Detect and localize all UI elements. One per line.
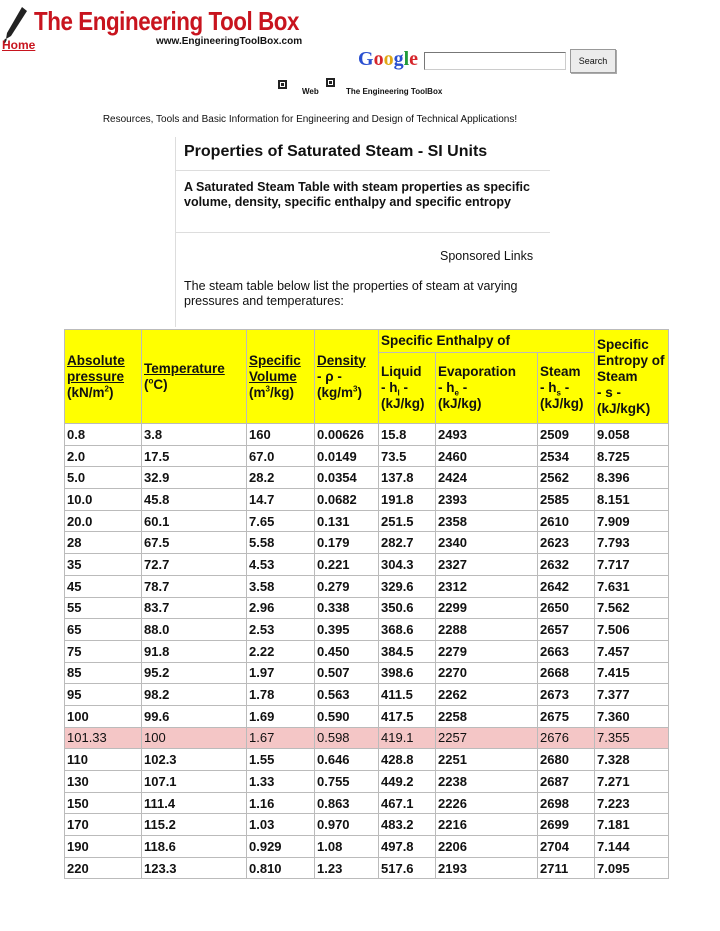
cell-density: 0.0149 — [315, 445, 379, 467]
cell-temperature: 32.9 — [142, 467, 247, 489]
cell-pressure: 28 — [65, 532, 142, 554]
cell-pressure: 150 — [65, 792, 142, 814]
cell-entropy: 7.457 — [595, 640, 669, 662]
table-row — [65, 532, 669, 554]
col-header-temperature: Temperature ($^o$C) — [142, 330, 247, 424]
cell-volume: 1.69 — [247, 705, 315, 727]
table-row — [65, 640, 669, 662]
intro-text: The steam table below list the properties of steam at varying pressures and temperatures: — [184, 279, 518, 308]
cell-volume: 2.96 — [247, 597, 315, 619]
cell-entropy: 7.144 — [595, 836, 669, 858]
cell-steam-enthalpy: 2642 — [538, 575, 595, 597]
cell-pressure: 35 — [65, 554, 142, 576]
cell-entropy: 7.223 — [595, 792, 669, 814]
cell-pressure: 5.0 — [65, 467, 142, 489]
cell-density: 0.338 — [315, 597, 379, 619]
cell-steam-enthalpy: 2699 — [538, 814, 595, 836]
option-site-label: The Engineering ToolBox — [346, 87, 443, 96]
cell-density: 0.0682 — [315, 489, 379, 511]
cell-entropy: 7.355 — [595, 727, 669, 749]
cell-liquid-enthalpy: 368.6 — [379, 619, 436, 641]
cell-temperature: 95.2 — [142, 662, 247, 684]
cell-entropy: 8.396 — [595, 467, 669, 489]
cell-entropy: 8.151 — [595, 489, 669, 511]
table-row — [65, 597, 669, 619]
cell-steam-enthalpy: 2668 — [538, 662, 595, 684]
table-row — [65, 619, 669, 641]
cell-density: 0.598 — [315, 727, 379, 749]
col-header-entropy: Specific Entropy of Steam - s - (kJ/kgK) — [595, 330, 669, 424]
cell-volume: 2.22 — [247, 640, 315, 662]
cell-entropy: 7.181 — [595, 814, 669, 836]
cell-volume: 3.58 — [247, 575, 315, 597]
cell-density: 0.450 — [315, 640, 379, 662]
col-header-steam: Steam - $h_s$ - (kJ/kg) — [538, 353, 595, 424]
cell-entropy: 7.506 — [595, 619, 669, 641]
cell-liquid-enthalpy: 73.5 — [379, 445, 436, 467]
cell-entropy: 7.909 — [595, 510, 669, 532]
cell-evaporation-enthalpy: 2257 — [436, 727, 538, 749]
cell-density: 0.00626 — [315, 424, 379, 446]
table-row — [65, 424, 669, 446]
cell-temperature: 83.7 — [142, 597, 247, 619]
cell-entropy: 9.058 — [595, 424, 669, 446]
cell-entropy: 7.271 — [595, 771, 669, 793]
cell-density: 1.23 — [315, 857, 379, 879]
cell-temperature: 102.3 — [142, 749, 247, 771]
table-row — [65, 792, 669, 814]
cell-density: 1.08 — [315, 836, 379, 858]
cell-liquid-enthalpy: 483.2 — [379, 814, 436, 836]
cell-liquid-enthalpy: 467.1 — [379, 792, 436, 814]
cell-volume: 0.810 — [247, 857, 315, 879]
cell-volume: 67.0 — [247, 445, 315, 467]
cell-temperature: 67.5 — [142, 532, 247, 554]
table-row — [65, 445, 669, 467]
cell-temperature: 107.1 — [142, 771, 247, 793]
table-row — [65, 684, 669, 706]
cell-volume: 14.7 — [247, 489, 315, 511]
cell-steam-enthalpy: 2711 — [538, 857, 595, 879]
cell-liquid-enthalpy: 329.6 — [379, 575, 436, 597]
cell-steam-enthalpy: 2509 — [538, 424, 595, 446]
cell-pressure: 110 — [65, 749, 142, 771]
cell-evaporation-enthalpy: 2424 — [436, 467, 538, 489]
cell-entropy: 7.562 — [595, 597, 669, 619]
cell-entropy: 7.793 — [595, 532, 669, 554]
table-row — [65, 771, 669, 793]
cell-pressure: 85 — [65, 662, 142, 684]
cell-pressure: 65 — [65, 619, 142, 641]
cell-pressure: 75 — [65, 640, 142, 662]
cell-volume: 5.58 — [247, 532, 315, 554]
cell-liquid-enthalpy: 350.6 — [379, 597, 436, 619]
col-header-enthalpy-group: Specific Enthalpy of — [379, 330, 595, 353]
cell-steam-enthalpy: 2650 — [538, 597, 595, 619]
col-header-volume: Specific Volume $(m^3/kg)$ — [247, 330, 315, 424]
cell-evaporation-enthalpy: 2393 — [436, 489, 538, 511]
cell-pressure: 20.0 — [65, 510, 142, 532]
table-row — [65, 554, 669, 576]
table-row — [65, 749, 669, 771]
cell-evaporation-enthalpy: 2258 — [436, 705, 538, 727]
cell-entropy: 7.328 — [595, 749, 669, 771]
cell-volume: 4.53 — [247, 554, 315, 576]
cell-evaporation-enthalpy: 2206 — [436, 836, 538, 858]
cell-temperature: 17.5 — [142, 445, 247, 467]
cell-pressure: 0.8 — [65, 424, 142, 446]
google-logo: Google — [358, 48, 419, 70]
cell-density: 0.863 — [315, 792, 379, 814]
radio-site-icon[interactable] — [326, 78, 335, 87]
cell-volume: 1.03 — [247, 814, 315, 836]
cell-volume: 28.2 — [247, 467, 315, 489]
cell-entropy: 7.360 — [595, 705, 669, 727]
radio-web-icon[interactable] — [278, 80, 287, 89]
cell-volume: 160 — [247, 424, 315, 446]
cell-volume: 0.929 — [247, 836, 315, 858]
cell-pressure: 55 — [65, 597, 142, 619]
cell-steam-enthalpy: 2676 — [538, 727, 595, 749]
cell-evaporation-enthalpy: 2193 — [436, 857, 538, 879]
cell-evaporation-enthalpy: 2312 — [436, 575, 538, 597]
cell-steam-enthalpy: 2534 — [538, 445, 595, 467]
search-button[interactable]: Search — [570, 49, 616, 73]
cell-temperature: 100 — [142, 727, 247, 749]
cell-pressure: 2.0 — [65, 445, 142, 467]
cell-entropy: 7.717 — [595, 554, 669, 576]
cell-liquid-enthalpy: 417.5 — [379, 705, 436, 727]
site-tagline: Resources, Tools and Basic Information for Engineering and Design of Technical Applications! — [102, 114, 518, 125]
cell-volume: 1.67 — [247, 727, 315, 749]
cell-volume: 1.97 — [247, 662, 315, 684]
cell-liquid-enthalpy: 282.7 — [379, 532, 436, 554]
cell-density: 0.131 — [315, 510, 379, 532]
page-subtitle: A Saturated Steam Table with steam properties as specific volume, density, specific enthalpy and specific entropy — [184, 180, 530, 209]
cell-liquid-enthalpy: 15.8 — [379, 424, 436, 446]
cell-density: 0.755 — [315, 771, 379, 793]
cell-liquid-enthalpy: 411.5 — [379, 684, 436, 706]
cell-evaporation-enthalpy: 2226 — [436, 792, 538, 814]
cell-volume: 1.78 — [247, 684, 315, 706]
cell-density: 0.563 — [315, 684, 379, 706]
cell-pressure: 45 — [65, 575, 142, 597]
cell-temperature: 3.8 — [142, 424, 247, 446]
search-scope-options — [278, 78, 458, 98]
cell-temperature: 78.7 — [142, 575, 247, 597]
table-row — [65, 836, 669, 858]
cell-entropy: 7.631 — [595, 575, 669, 597]
option-web-label: Web — [302, 87, 319, 96]
cell-pressure: 10.0 — [65, 489, 142, 511]
table-row — [65, 857, 669, 879]
col-header-liquid: Liquid - $h_l$ - (kJ/kg) — [379, 353, 436, 424]
steam-table — [64, 329, 669, 879]
cell-steam-enthalpy: 2623 — [538, 532, 595, 554]
cell-entropy: 7.415 — [595, 662, 669, 684]
cell-temperature: 88.0 — [142, 619, 247, 641]
cell-density: 0.590 — [315, 705, 379, 727]
cell-liquid-enthalpy: 251.5 — [379, 510, 436, 532]
table-row — [65, 510, 669, 532]
google-search-box — [358, 48, 628, 78]
cell-steam-enthalpy: 2673 — [538, 684, 595, 706]
cell-pressure: 95 — [65, 684, 142, 706]
cell-entropy: 8.725 — [595, 445, 669, 467]
cell-steam-enthalpy: 2680 — [538, 749, 595, 771]
table-row — [65, 467, 669, 489]
cell-temperature: 91.8 — [142, 640, 247, 662]
cell-volume: 1.33 — [247, 771, 315, 793]
table-row — [65, 662, 669, 684]
cell-density: 0.970 — [315, 814, 379, 836]
cell-liquid-enthalpy: 517.6 — [379, 857, 436, 879]
cell-entropy: 7.095 — [595, 857, 669, 879]
table-row — [65, 814, 669, 836]
cell-volume: 7.65 — [247, 510, 315, 532]
sponsored-links-label: Sponsored Links — [440, 249, 534, 263]
steam-table-body — [65, 424, 669, 879]
table-row — [65, 705, 669, 727]
cell-evaporation-enthalpy: 2279 — [436, 640, 538, 662]
search-input[interactable] — [424, 52, 566, 70]
cell-density: 0.507 — [315, 662, 379, 684]
cell-evaporation-enthalpy: 2460 — [436, 445, 538, 467]
cell-evaporation-enthalpy: 2262 — [436, 684, 538, 706]
cell-evaporation-enthalpy: 2358 — [436, 510, 538, 532]
cell-temperature: 123.3 — [142, 857, 247, 879]
col-header-evaporation: Evaporation - $h_e$ - (kJ/kg) — [436, 353, 538, 424]
cell-steam-enthalpy: 2610 — [538, 510, 595, 532]
cell-steam-enthalpy: 2687 — [538, 771, 595, 793]
page-title: Properties of Saturated Steam - SI Units — [184, 143, 488, 160]
cell-steam-enthalpy: 2698 — [538, 792, 595, 814]
cell-steam-enthalpy: 2562 — [538, 467, 595, 489]
cell-density: 0.0354 — [315, 467, 379, 489]
cell-temperature: 72.7 — [142, 554, 247, 576]
cell-evaporation-enthalpy: 2251 — [436, 749, 538, 771]
logo-text: The Engineering Tool Box — [34, 6, 300, 36]
cell-evaporation-enthalpy: 2299 — [436, 597, 538, 619]
table-row — [65, 489, 669, 511]
cell-evaporation-enthalpy: 2270 — [436, 662, 538, 684]
cell-evaporation-enthalpy: 2327 — [436, 554, 538, 576]
table-row — [65, 575, 669, 597]
divider — [176, 232, 550, 233]
cell-temperature: 99.6 — [142, 705, 247, 727]
cell-liquid-enthalpy: 191.8 — [379, 489, 436, 511]
cell-evaporation-enthalpy: 2493 — [436, 424, 538, 446]
cell-pressure: 190 — [65, 836, 142, 858]
cell-temperature: 98.2 — [142, 684, 247, 706]
cell-evaporation-enthalpy: 2238 — [436, 771, 538, 793]
cell-liquid-enthalpy: 304.3 — [379, 554, 436, 576]
cell-steam-enthalpy: 2657 — [538, 619, 595, 641]
cell-pressure: 101.33 — [65, 727, 142, 749]
site-logo[interactable] — [0, 4, 320, 56]
cell-volume: 1.16 — [247, 792, 315, 814]
cell-liquid-enthalpy: 428.8 — [379, 749, 436, 771]
cell-evaporation-enthalpy: 2288 — [436, 619, 538, 641]
cell-evaporation-enthalpy: 2340 — [436, 532, 538, 554]
home-link[interactable]: Home — [2, 38, 36, 52]
cell-density: 0.395 — [315, 619, 379, 641]
cell-steam-enthalpy: 2663 — [538, 640, 595, 662]
cell-pressure: 130 — [65, 771, 142, 793]
cell-density: 0.221 — [315, 554, 379, 576]
cell-density: 0.279 — [315, 575, 379, 597]
cell-liquid-enthalpy: 384.5 — [379, 640, 436, 662]
cell-volume: 2.53 — [247, 619, 315, 641]
cell-density: 0.179 — [315, 532, 379, 554]
cell-density: 0.646 — [315, 749, 379, 771]
cell-steam-enthalpy: 2675 — [538, 705, 595, 727]
cell-steam-enthalpy: 2632 — [538, 554, 595, 576]
cell-entropy: 7.377 — [595, 684, 669, 706]
cell-pressure: 220 — [65, 857, 142, 879]
table-row — [65, 727, 669, 749]
cell-pressure: 100 — [65, 705, 142, 727]
col-header-pressure: Absolute pressure $(kN/m^2)$ — [65, 330, 142, 424]
cell-pressure: 170 — [65, 814, 142, 836]
cell-temperature: 111.4 — [142, 792, 247, 814]
cell-liquid-enthalpy: 449.2 — [379, 771, 436, 793]
cell-steam-enthalpy: 2704 — [538, 836, 595, 858]
divider — [176, 170, 550, 171]
cell-evaporation-enthalpy: 2216 — [436, 814, 538, 836]
cell-liquid-enthalpy: 497.8 — [379, 836, 436, 858]
site-url: www.EngineeringToolBox.com — [156, 36, 303, 47]
cell-temperature: 115.2 — [142, 814, 247, 836]
cell-volume: 1.55 — [247, 749, 315, 771]
col-header-density: Density - ρ - $(kg/m^3)$ — [315, 330, 379, 424]
cell-temperature: 118.6 — [142, 836, 247, 858]
cell-temperature: 60.1 — [142, 510, 247, 532]
cell-liquid-enthalpy: 398.6 — [379, 662, 436, 684]
cell-steam-enthalpy: 2585 — [538, 489, 595, 511]
cell-liquid-enthalpy: 419.1 — [379, 727, 436, 749]
cell-temperature: 45.8 — [142, 489, 247, 511]
cell-liquid-enthalpy: 137.8 — [379, 467, 436, 489]
